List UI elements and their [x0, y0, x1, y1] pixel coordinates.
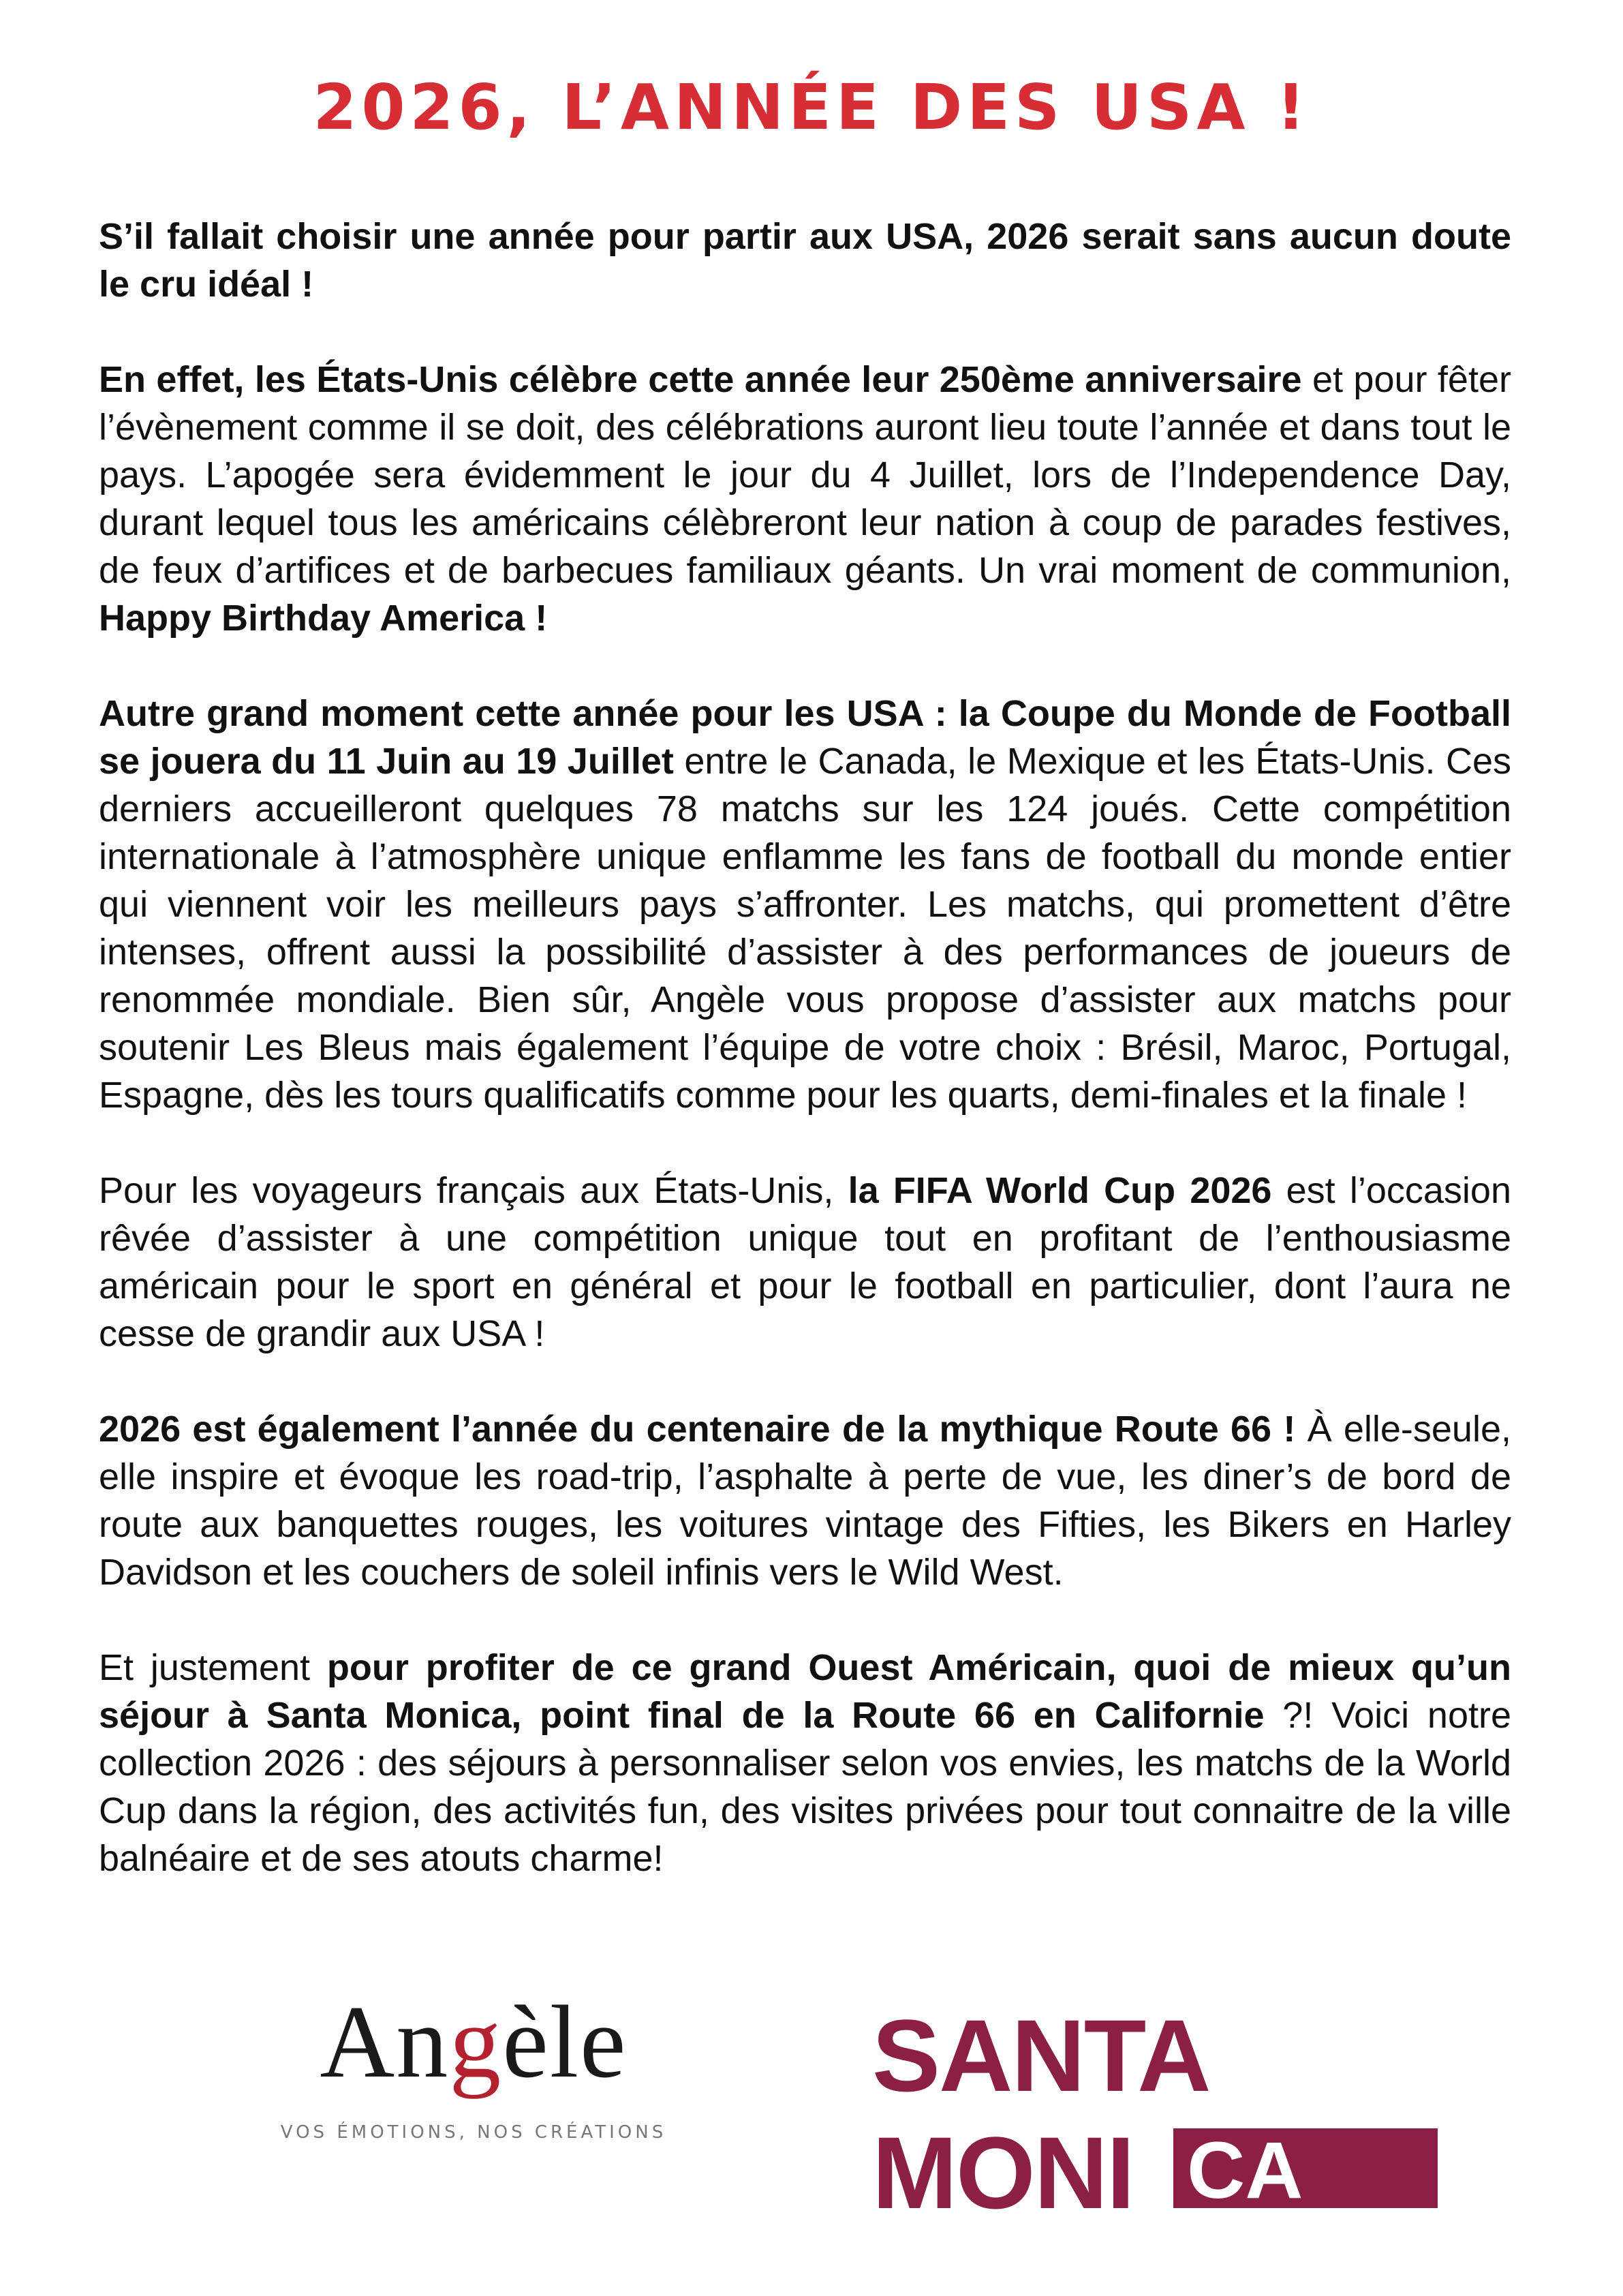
page-title: 2026, L’ANNÉE DES USA ! [313, 71, 1310, 144]
paragraph-santa-monica [99, 1644, 1511, 1882]
text-run: ?! Voici notre collection 2026 : des séjours à personnaliser selon vos envies, les matchs de la World Cup dans la région, des activités fun, des visites privées pour tout connaitre de la ville balnéaire et de ses atouts charme! [99, 1695, 1511, 1879]
paragraph-anniversary [99, 356, 1511, 642]
text-run: est l’occasion rêvée d’assister à une compétition unique tout en profitant de l’enthousiasme américain pour le sport en général et pour le football en particulier, dont l’aura ne cesse de grandir aux USA ! [99, 1170, 1511, 1354]
bold-text-run: En effet, les États-Unis célèbre cette année leur 250ème anniversaire [99, 359, 1302, 400]
santa-monica-logo [872, 2000, 1458, 2218]
article-body [99, 213, 1511, 1930]
text-run: et pour fêter l’évènement comme il se doit, des célébrations auront lieu toute l’année et dans tout le pays. L’apogée sera évidemment le jour du 4 Juillet, lors de l’Independence Day, durant lequel tous les américains célèbreront leur nation à coup de parades festives, de feux d’artifices et de barbecues familiaux géants. Un vrai moment de communion, [99, 359, 1511, 591]
text-run: entre le Canada, le Mexique et les États-Unis. Ces derniers accueilleront quelques 78 matchs sur les 124 joués. Cette compétition internationale à l’atmosphère unique enflamme les fans de football du monde entier qui viennent voir les meilleurs pays s’affronter. Les matchs, qui promettent d’être intenses, offrent aussi la possibilité d’assister à des performances de joueurs de renommée mondiale. Bien sûr, Angèle vous propose d’assister aux matchs pour soutenir Les Bleus mais également l’équipe de votre choix : Brésil, Maroc, Portugal, Espagne, dès les tours qualificatifs comme pour les quarts, demi-finales et la finale ! [99, 741, 1511, 1116]
bold-text-run: 2026 est également l’année du centenaire de la mythique Route 66 ! [99, 1409, 1296, 1450]
angele-word-end: èle [502, 1985, 628, 2099]
bold-text-run: Autre grand moment cette année pour les USA : la Coupe du Monde de Football se jouera du 11 Juin au 19 Juillet [99, 693, 1511, 782]
angele-word-start: An [320, 1985, 450, 2099]
text-run: À elle-seule, elle inspire et évoque les road-trip, l’asphalte à perte de vue, les diner’s de bord de route aux banquettes rouges, les voitures vintage des Fifties, les Bikers en Harley Davidson et les couchers de soleil infinis vers le Wild West. [99, 1409, 1511, 1593]
santa-monica-line2: MONI [872, 2115, 1134, 2218]
text-run: Pour les voyageurs français aux États-Unis, [99, 1170, 848, 1211]
angele-logo [266, 1985, 681, 2143]
angele-word-accent: g [449, 1985, 503, 2099]
angele-tagline: VOS ÉMOTIONS, NOS CRÉATIONS [280, 2122, 667, 2143]
bold-text-run: la FIFA World Cup 2026 [848, 1170, 1272, 1211]
paragraph-fifa [99, 1167, 1511, 1358]
santa-monica-line1: SANTA [872, 2000, 1210, 2113]
paragraph-world-cup [99, 690, 1511, 1119]
angele-wordmark [266, 1985, 681, 2099]
bold-text-run: S’il fallait choisir une année pour partir aux USA, 2026 serait sans aucun doute le cru idéal ! [99, 216, 1511, 305]
bold-text-run: pour profiter de ce grand Ouest Américain, quoi de mieux qu’un séjour à Santa Monica, point final de la Route 66 en Californie [99, 1647, 1511, 1736]
santa-monica-ca-mark: CA [1187, 2126, 1303, 2216]
bold-text-run: Happy Birthday America ! [99, 598, 548, 639]
text-run: Et justement [99, 1647, 327, 1688]
paragraph-route-66 [99, 1405, 1511, 1596]
paragraph-intro [99, 213, 1511, 308]
